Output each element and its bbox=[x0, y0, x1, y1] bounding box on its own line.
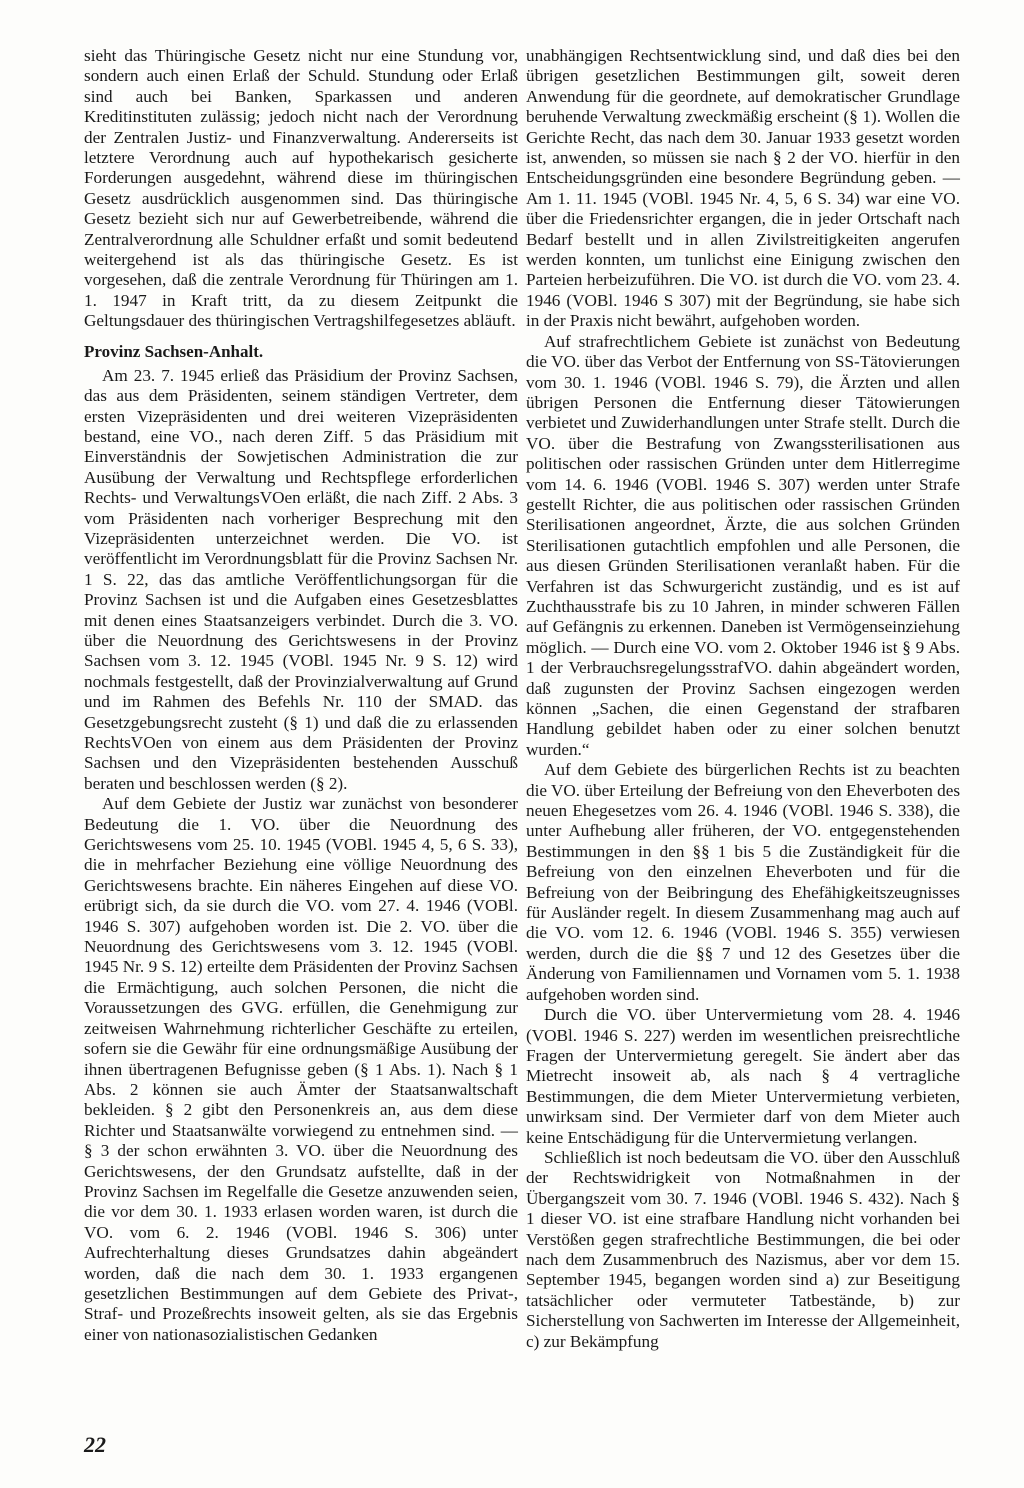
paragraph: Auf dem Gebiete des bürgerlichen Rechts ist zu beachten die VO. über Erteilung der Befreiung von den Eheverboten des neuen Ehegesetzes vom 26. 4. 1946 (VOBl. 1946 S. 338), die unter Aufhebung aller früheren, der VO. entgegenstehenden Bestimmungen in den §§ 1 bis 5 die Zuständigkeit für die Befreiung von den einzelnen Eheverboten und für die Befreiung von der Beibringung des Ehefähigkeitszeugnisses für Ausländer regelt. In diesem Zusammenhang mag auch auf die VO. vom 12. 6. 1946 (VOBl. 1946 S. 355) verwiesen werden, durch die die §§ 7 und 12 des Gesetzes über die Änderung von Familiennamen und Vornamen vom 5. 1. 1938 aufgehoben worden sind. bbox=[526, 760, 961, 1004]
paragraph: Auf dem Gebiete der Justiz war zunächst von besonderer Bedeutung die 1. VO. über die Neuordnung des Gerichtswesens vom 25. 10. 1945 (VOBl. 1945 4, 5, 6 S. 33), die in mehrfacher Beziehung eine völlige Neuordnung des Gerichtswesens brachte. Ein näheres Eingehen auf diese VO. erübrigt sich, da sie durch die VO. vom 27. 4. 1946 (VOBl. 1946 S. 307) aufgehoben worden ist. Die 2. VO. über die Neuordnung des Gerichtswesens vom 3. 12. 1945 (VOBl. 1945 Nr. 9 S. 12) erteilte dem Präsidenten der Provinz Sachsen die Ermächtigung, auch solchen Personen, die nicht die Voraussetzungen des GVG. erfüllen, die Genehmigung zur zeitweisen Wahrnehmung richterlicher Geschäfte zu erteilen, sofern sie die Gewähr für eine ordnungsmäßige Ausübung der ihnen übertragenen Befugnisse geben (§ 1 Abs. 1). Nach § 1 Abs. 2 können sie auch Ämter der Staatsanwaltschaft bekleiden. § 2 gibt den Personenkreis an, aus dem diese Richter und Staatsanwälte vorwiegend zu entnehmen sind. — § 3 der schon erwähnten 3. VO. über die Neuordnung des Gerichtswesens, der den Grundsatz aufstellte, daß in der Provinz Sachsen im Regelfalle die Gesetze anzuwenden seien, die vor dem 30. 1. 1933 erlasen worden waren, ist durch die VO. vom 6. 2. 1946 (VOBl. 1946 S. 306) unter Aufrechterhaltung dieses Grundsatzes dahin abgeändert worden, daß die nach dem 30. 1. 1933 ergangenen gesetzlichen Bestimmungen auf dem Gebiete des Privat-, Straf- und Prozeßrechts insoweit gelten, als sie das Ergebnis einer von nationasozialistischen Gedanken bbox=[84, 794, 518, 1344]
paragraph: Schließlich ist noch bedeutsam die VO. über den Ausschluß der Rechtswidrigkeit von Notmaßnahmen in der Übergangszeit vom 30. 7. 1946 (VOBl. 1946 S. 432). Nach § 1 dieser VO. ist eine strafbare Handlung nicht vorhanden bei Verstößen gegen strafrechtliche Bestimmungen, die bei oder nach dem Zusammenbruch des Nazismus, aber vor dem 15. September 1945, begangen worden sind a) zur Beseitigung tatsächlicher oder vermuteter Tatbestände, b) zur Sicherstellung von Sachwerten im Interesse der Allgemeinheit, c) zur Bekämpfung bbox=[526, 1147, 960, 1351]
page-number: 22 bbox=[84, 1432, 106, 1457]
right-column bbox=[526, 46, 960, 1352]
paragraph-continuation: sieht das Thüringische Gesetz nicht nur eine Stundung vor, sondern auch einen Erlaß der Schuld. Stundung oder Erlaß sind auch bei Banken, Sparkassen und anderen Kreditinstituten zulässig; jedoch nicht nach der Verordnung der Zentralen Justiz- und Finanzverwaltung. Andererseits ist letztere Verordnung auch auf hypothekarisch gesicherte Forderungen ausgedehnt, während diese im thüringischen Gesetz ausdrücklich ausgenommen sind. Das thüringische Gesetz bezieht sich nur auf Gewerbetreibende, während die Zentralverordnung alle Schuldner erfaßt und somit bedeutend weitergehend ist als das thüringische Gesetz. Es ist vorgesehen, daß die zentrale Verordnung für Thüringen am 1. 1. 1947 in Kraft tritt, da zu diesem Zeitpunkt die Geltungsdauer des thüringischen Vertragshilfegesetzes abläuft. bbox=[84, 46, 518, 331]
paragraph: Durch die VO. über Untervermietung vom 28. 4. 1946 (VOBl. 1946 S. 227) werden im wesentlichen preisrechtliche Fragen der Untervermietung geregelt. Sie ändert aber das Mietrecht insoweit ab, als nach § 4 vertragliche Bestimmungen, die dem Mieter Untervermietung verbieten, unwirksam sind. Der Vermieter darf von dem Mieter auch keine Entschädigung für die Untervermietung verlangen. bbox=[526, 1005, 960, 1147]
paragraph: Am 23. 7. 1945 erließ das Präsidium der Provinz Sachsen, das aus dem Präsidenten, seinem ständigen Vertreter, dem ersten Vizepräsidenten und drei weiteren Vizepräsidenten bestand, eine VO., nach deren Ziff. 5 das Präsidium mit Einverständnis der Sowjetischen Administration die zur Ausübung der Verwaltung und Rechtspflege erforderlichen Rechts- und VerwaltungsVOen erläßt, die nach Ziff. 2 Abs. 3 vom Präsidenten nach vorheriger Besprechung mit den Vizepräsidenten unterzeichnet werden. Die VO. ist veröffentlicht im Verordnungsblatt für die Provinz Sachsen Nr. 1 S. 22, das das amtliche Veröffentlichungsorgan für die Provinz Sachsen ist und die Aufgaben eines Gesetzesblattes mit denen eines Staatsanzeigers verbindet. Durch die 3. VO. über die Neuordnung des Gerichtswesens in der Provinz Sachsen vom 3. 12. 1945 (VOBl. 1945 Nr. 9 S. 12) wird nochmals festgestellt, daß der Provinzialverwaltung auf Grund und im Rahmen des Befehls Nr. 110 der SMAD. das Gesetzgebungsrecht zusteht (§ 1) und daß die zu erlassenden RechtsVOen von einem aus dem Präsidenten der Provinz Sachsen und den Vizepräsidenten bestehenden Ausschuß beraten und beschlossen werden (§ 2). bbox=[84, 365, 518, 793]
paragraph: Auf strafrechtlichem Gebiete ist zunächst von Bedeutung die VO. über das Verbot der Entfernung von SS-Tätovierungen vom 30. 1. 1946 (VOBl. 1946 S. 79), die Ärzten und allen übrigen Personen die Entfernung dieser Tätowierungen verbietet und Zuwiderhandlungen unter Strafe stellt. Durch die VO. über die Bestrafung von Zwangssterilisationen aus politischen oder rassischen Gründen unter dem Hitlerregime vom 14. 6. 1946 (VOBl. 1946 S. 307) werden unter Strafe gestellt Richter, die aus politischen oder rassischen Gründen Sterilisationen angeordnet, Ärzte, die aus solchen Gründen Sterilisationen gutachtlich empfohlen und alle Personen, die aus diesen Gründen Sterilisationen veranlaßt haben. Für die Verfahren ist das Schwurgericht zuständig, und es ist auf Zuchthausstrafe bis zu 10 Jahren, in minder schweren Fällen auf Gefängnis zu erkennen. Daneben ist Vermögenseinziehung möglich. — Durch eine VO. vom 2. Oktober 1946 ist § 9 Abs. 1 der VerbrauchsregelungsstrafVO. dahin abgeändert worden, daß zugunsten der Provinz Sachsen eingezogen werden können „Sachen, die einen Gegenstand der strafbaren Handlung gebildet haben oder zu einer solchen benutzt wurden.“ bbox=[526, 331, 960, 759]
left-column bbox=[84, 46, 518, 1345]
paragraph-continuation: unabhängigen Rechtsentwicklung sind, und daß dies bei den übrigen gesetzlichen Bestimmungen gilt, soweit deren Anwendung für die geordnete, auf demokratischer Grundlage beruhende Verwaltung zweckmäßig erscheint (§ 1). Wollen die Gerichte Recht, das nach dem 30. Januar 1933 gesetzt worden ist, anwenden, so müssen sie nach § 2 der VO. hierfür in den Entscheidungsgründen eine besondere Begründung geben. — Am 1. 11. 1945 (VOBl. 1945 Nr. 4, 5, 6 S. 34) war eine VO. über die Friedensrichter ergangen, die in jeder Ortschaft nach Bedarf bestellt und in allen Zivilstreitigkeiten angerufen werden konnten, um tunlichst eine Einigung zwischen den Parteien herbeizuführen. Die VO. ist durch die VO. vom 23. 4. 1946 (VOBl. 1946 S 307) mit der Begründung, sie habe sich in der Praxis nicht bewährt, aufgehoben worden. bbox=[526, 46, 960, 331]
section-heading: Provinz Sachsen-Anhalt. bbox=[84, 341, 264, 361]
